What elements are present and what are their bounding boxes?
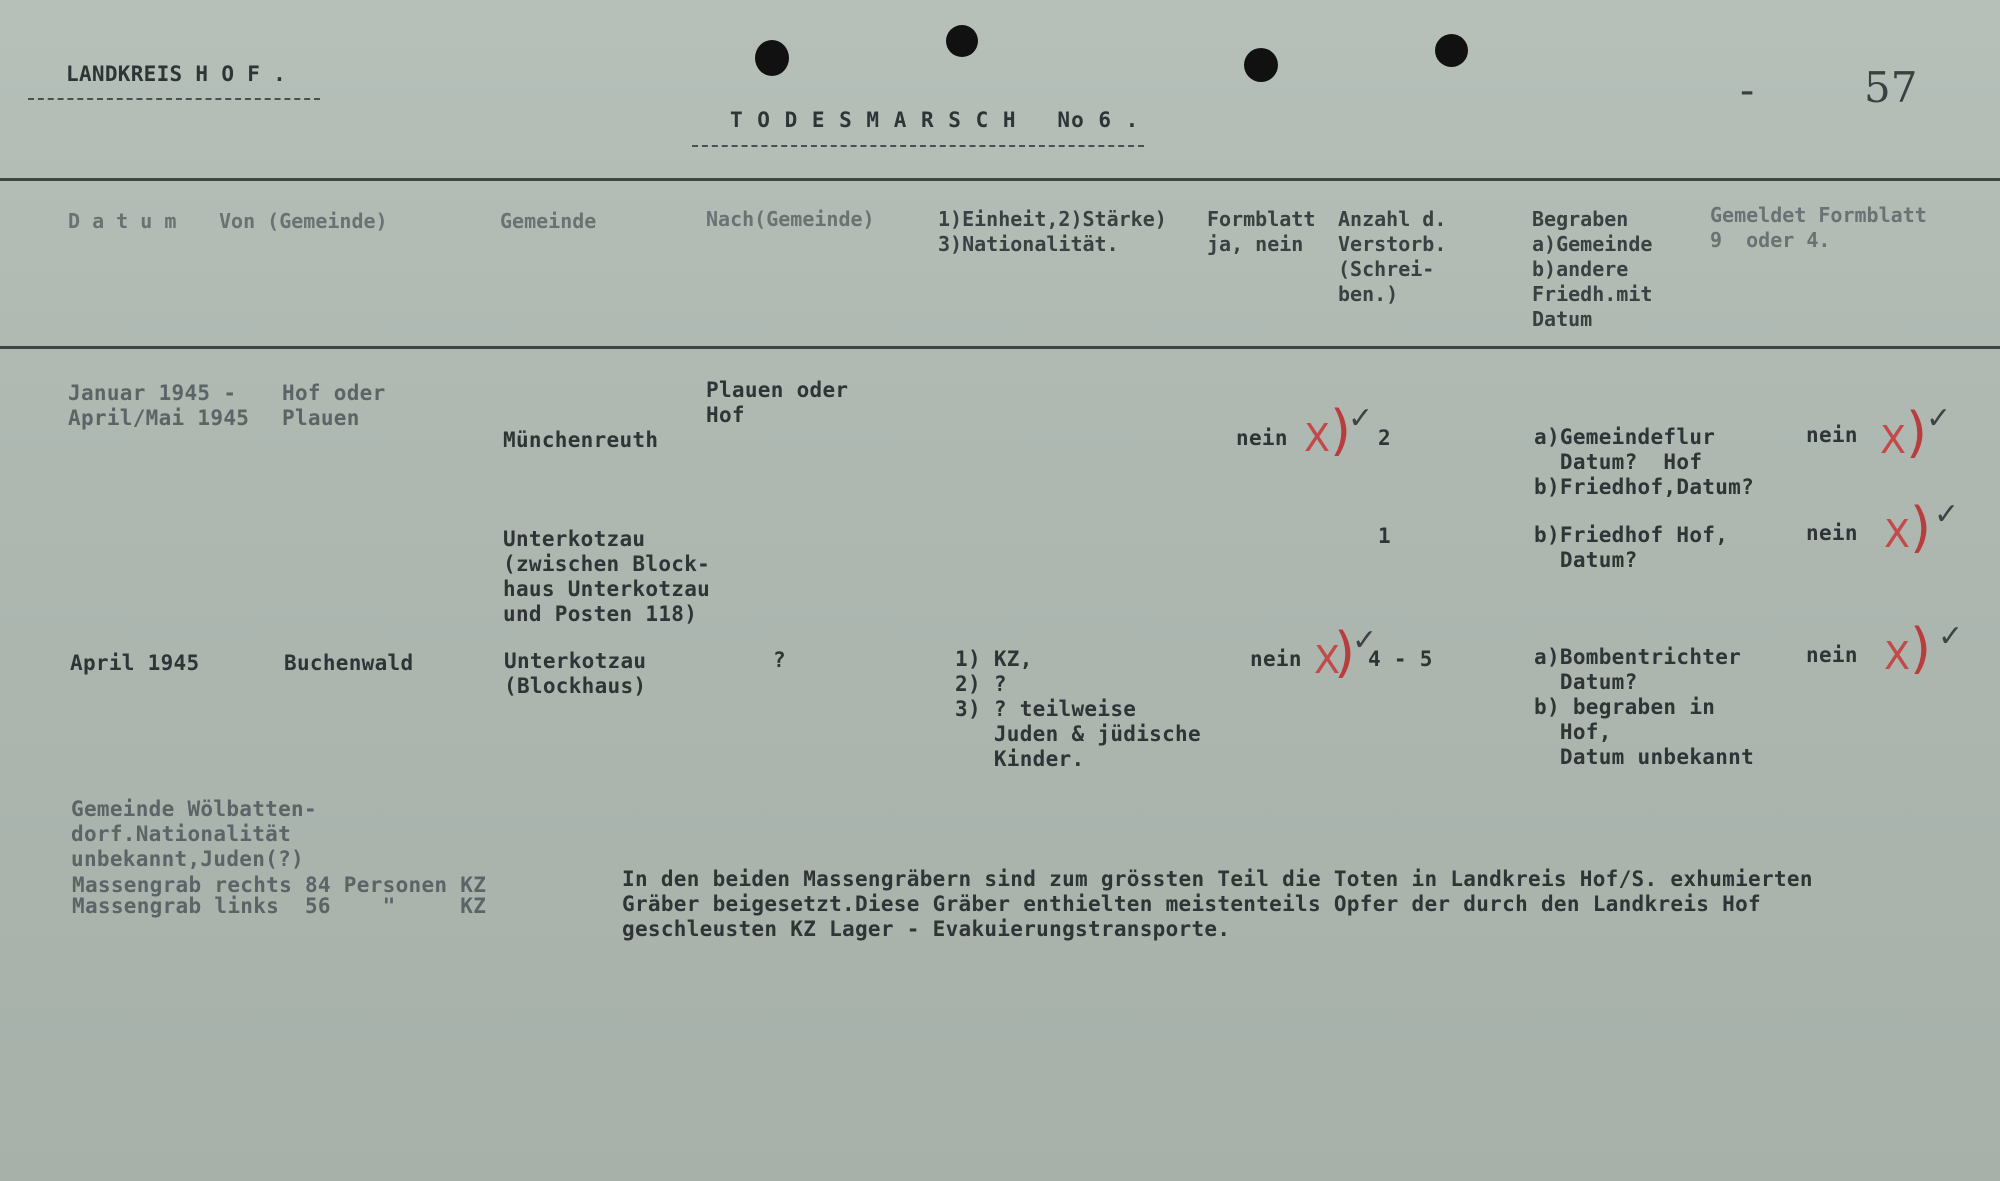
red-paren-mark: ): [1330, 399, 1352, 462]
district-underline: [28, 98, 320, 100]
col-header-von: Von (Gemeinde): [219, 209, 388, 233]
row1-von: Hof oder Plauen: [282, 381, 386, 430]
page-number: 57: [1864, 63, 1918, 112]
check-mark: ✓: [1934, 497, 1960, 532]
col-header-datum: D a t u m: [68, 209, 177, 233]
row1-begraben: a)Gemeindeflur Datum? Hof b)Friedhof,Datum?: [1534, 425, 1755, 499]
district-heading: LANDKREIS H O F .: [66, 62, 287, 86]
dash-mark: -: [1740, 65, 1755, 114]
check-mark: ✓: [1348, 401, 1374, 436]
red-paren-mark: ): [1910, 496, 1932, 559]
col-header-gemeldet: Gemeldet Formblatt 9 oder 4.: [1710, 203, 1927, 252]
check-mark: ✓: [1352, 623, 1378, 658]
note-mass-grave-right: Massengrab rechts 84 Personen KZ: [72, 873, 487, 897]
red-paren-mark: ): [1906, 401, 1928, 464]
row2-gemeldet: nein: [1806, 521, 1858, 545]
row3-gemeinde: Unterkotzau (Blockhaus): [504, 649, 647, 698]
red-cross-mark: X: [1884, 634, 1911, 678]
title-underline: [692, 145, 1144, 147]
row3-einheit: 1) KZ, 2) ? 3) ? teilweise Juden & jüdische Kinder.: [955, 647, 1201, 771]
row3-formblatt: nein: [1250, 647, 1302, 671]
header-bottom-rule: [0, 346, 2000, 349]
col-header-anzahl: Anzahl d. Verstorb. (Schrei- ben.): [1338, 207, 1447, 306]
document-title: T O D E S M A R S C H No 6 .: [730, 108, 1140, 132]
row3-von: Buchenwald: [284, 651, 414, 675]
punch-hole-1: [755, 40, 789, 76]
punch-hole-4: [1435, 34, 1468, 67]
red-paren-mark: ): [1334, 621, 1356, 684]
red-cross-mark: X: [1880, 418, 1907, 462]
note-woelbattendorf: Gemeinde Wölbatten- dorf.Nationalität unbekannt,Juden(?): [71, 797, 317, 871]
header-top-rule: [0, 178, 2000, 181]
check-mark: ✓: [1938, 619, 1964, 654]
row2-anzahl: 1: [1378, 524, 1391, 548]
row1-datum: Januar 1945 - April/Mai 1945: [68, 381, 250, 430]
col-header-gemeinde: Gemeinde: [500, 209, 597, 233]
note-mass-grave-left: Massengrab links 56 " KZ: [72, 894, 487, 918]
row3-anzahl: 4 - 5: [1368, 647, 1433, 671]
col-header-begraben: Begraben a)Gemeinde b)andere Friedh.mit Datum: [1532, 207, 1653, 331]
col-header-formblatt: Formblatt ja, nein: [1207, 207, 1316, 256]
col-header-einheit: 1)Einheit,2)Stärke) 3)Nationalität.: [938, 207, 1167, 256]
col-header-nach: Nach(Gemeinde): [706, 207, 875, 231]
check-mark: ✓: [1926, 401, 1952, 436]
row1-anzahl: 2: [1378, 426, 1391, 450]
red-cross-mark: X: [1884, 512, 1911, 556]
row1-nach: Plauen oder Hof: [706, 378, 849, 427]
row1-formblatt: nein: [1236, 426, 1288, 450]
red-cross-mark: X: [1314, 638, 1341, 682]
row3-datum: April 1945: [70, 651, 200, 675]
red-paren-mark: ): [1910, 617, 1932, 680]
row3-begraben: a)Bombentrichter Datum? b) begraben in Hof, Datum unbekannt: [1534, 645, 1755, 769]
row3-gemeldet: nein: [1806, 643, 1858, 667]
row1-gemeinde: Münchenreuth: [503, 428, 659, 452]
red-cross-mark: X: [1304, 416, 1331, 460]
punch-hole-2: [946, 25, 978, 57]
row3-nach: ?: [773, 648, 786, 672]
row2-gemeinde: Unterkotzau (zwischen Block- haus Unterkotzau und Posten 118): [503, 527, 711, 626]
note-exhumation: In den beiden Massengräbern sind zum grössten Teil die Toten in Landkreis Hof/S. exhumierten Gräber beigesetzt.Diese Gräber enthielten meistenteils Opfer der durch den Landkreis Hof geschleusten KZ Lager - Evakuierungstransporte.: [622, 867, 1813, 941]
punch-hole-3: [1244, 48, 1278, 82]
row1-gemeldet: nein: [1806, 423, 1858, 447]
row2-begraben: b)Friedhof Hof, Datum?: [1534, 523, 1729, 572]
